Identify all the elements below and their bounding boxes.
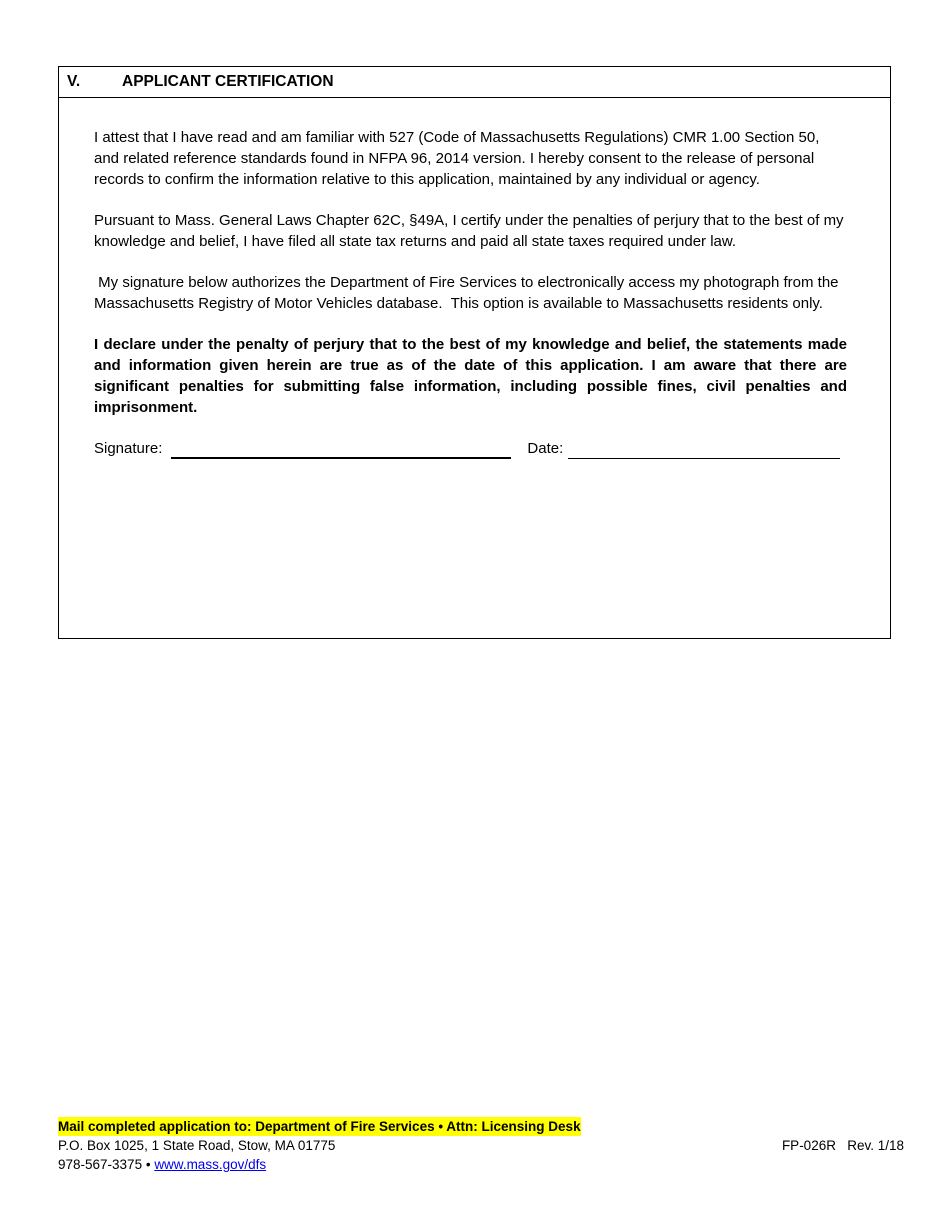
mail-instructions: Mail completed application to: Department of Fire Services • Attn: Licensing Desk [58, 1119, 581, 1134]
signature-row [94, 438, 847, 459]
applicant-certification-section [58, 66, 891, 639]
date-field[interactable] [568, 440, 840, 459]
footer [58, 1117, 581, 1174]
section-header [59, 67, 890, 98]
section-number: V. [67, 73, 81, 90]
signature-field[interactable] [171, 439, 511, 459]
section-title: APPLICANT CERTIFICATION [122, 73, 334, 90]
date-label: Date: [527, 440, 564, 457]
form-revision-id: FP-026R Rev. 1/18 [781, 1138, 904, 1153]
attestation-paragraph: I attest that I have read and am familiar with 527 (Code of Massachusetts Regulations) CMR 1.00 Section 50, and related reference standards found in NFPA 96, 2014 version. I hereby consent to the release of personal records to confirm the information relative to this application, maintained by any individual or agency. [94, 129, 820, 188]
photo-authorization-paragraph: My signature below authorizes the Department of Fire Services to electronically access my photograph from the Massachusetts Registry of Motor Vehicles database. This option is available to Massachusetts residents only. [94, 274, 843, 312]
signature-label: Signature: [94, 440, 163, 457]
website-link[interactable]: www.mass.gov/dfs [154, 1157, 267, 1172]
contact-line [58, 1155, 581, 1174]
contact-separator: • [142, 1157, 155, 1172]
tax-certification-paragraph: Pursuant to Mass. General Laws Chapter 62C, §49A, I certify under the penalties of perjury that to the best of my knowledge and belief, I have filed all state tax returns and paid all state taxes required under law. [94, 212, 844, 250]
perjury-declaration: I declare under the penalty of perjury that to the best of my knowledge and belief, the statements made and information given herein are true as of the date of this application. I am aware that there are significant penalties for submitting false information, including possible fines, civil penalties and imprisonment. [94, 336, 847, 416]
section-body [59, 98, 890, 459]
mailing-address: P.O. Box 1025, 1 State Road, Stow, MA 01775 [58, 1138, 336, 1153]
phone-number: 978-567-3375 [58, 1157, 143, 1172]
